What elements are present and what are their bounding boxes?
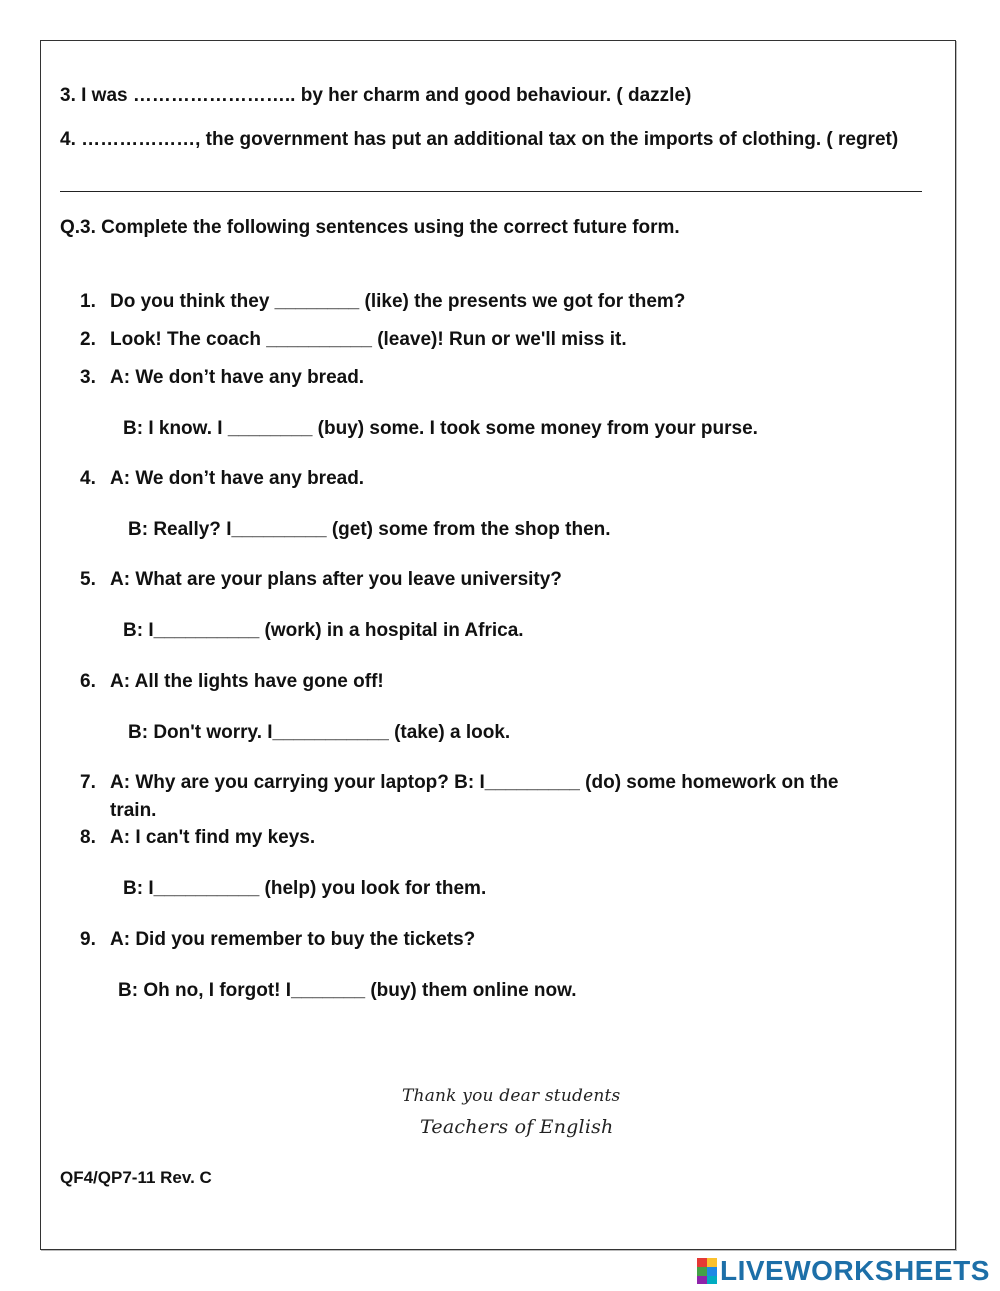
item-4-line-a: A: We don’t have any bread. [110, 468, 365, 489]
item-number: 7. [80, 772, 96, 793]
item-number: 8. [80, 827, 96, 848]
item-number: 5. [80, 569, 96, 590]
item-6-line-b: B: Don't worry. I___________ (take) a look. [128, 722, 511, 743]
closing-line-1: Thank you dear students [402, 1086, 621, 1106]
item-9-line-b: B: Oh no, I forgot! I_______ (buy) them online now. [118, 980, 577, 1001]
item-number: 1. [80, 291, 96, 312]
item-1-sentence: Do you think they ________ (like) the presents we got for them? [110, 291, 686, 312]
item-number: 6. [80, 671, 96, 692]
item-number: 9. [80, 929, 96, 950]
item-4-line-b: B: Really? I_________ (get) some from the shop then. [128, 519, 611, 540]
item-7-line-a: A: Why are you carrying your laptop? B: I_________ (do) some homework on the [110, 772, 839, 793]
question-4-previous: 4. ………………, the government has put an additional tax on the imports of clothing. ( regret) [60, 129, 899, 150]
item-number: 4. [80, 468, 96, 489]
item-number: 3. [80, 367, 96, 388]
item-6-line-a: A: All the lights have gone off! [110, 671, 384, 692]
item-9-line-a: A: Did you remember to buy the tickets? [110, 929, 476, 950]
liveworksheets-brand[interactable] [697, 1256, 990, 1286]
brand-name: LIVEWORKSHEETS [720, 1255, 990, 1286]
q3-heading: Q.3. Complete the following sentences using the correct future form. [60, 217, 680, 238]
item-7-line-a-cont: train. [110, 800, 157, 821]
item-3-line-b: B: I know. I ________ (buy) some. I took some money from your purse. [123, 418, 758, 439]
item-8-line-a: A: I can't find my keys. [110, 827, 316, 848]
item-number: 2. [80, 329, 96, 350]
liveworksheets-logo-icon [697, 1258, 717, 1284]
item-5-line-a: A: What are your plans after you leave university? [110, 569, 562, 590]
question-3-previous: 3. I was …………………….. by her charm and good behaviour. ( dazzle) [60, 85, 692, 106]
item-2-sentence: Look! The coach __________ (leave)! Run or we'll miss it. [110, 329, 627, 350]
document-code: QF4/QP7-11 Rev. C [60, 1168, 212, 1187]
section-divider [60, 191, 922, 192]
item-3-line-a: A: We don’t have any bread. [110, 367, 365, 388]
item-5-line-b: B: I__________ (work) in a hospital in Africa. [123, 620, 524, 641]
closing-line-2: Teachers of English [420, 1116, 614, 1138]
item-8-line-b: B: I__________ (help) you look for them. [123, 878, 487, 899]
